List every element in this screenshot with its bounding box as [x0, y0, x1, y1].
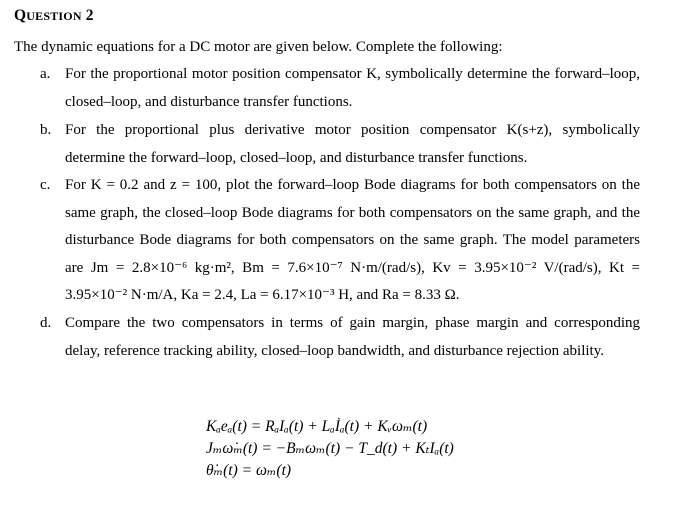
- item-a: [40, 61, 640, 116]
- equation-electrical: Kₐeₐ(t) = RₐIₐ(t) + Lₐİₐ(t) + Kᵥωₘ(t): [206, 418, 428, 435]
- question-intro: The dynamic equations for a DC motor are given below. Complete the following:: [14, 39, 503, 55]
- item-c-label: c.: [40, 177, 51, 193]
- item-c-text: For K = 0.2 and z = 100, plot the forward–loop Bode diagrams for both compensators on the same graph, the closed–loop Bode diagrams for both compensators on the same graph, and the disturbance Bode diagrams for both compensators on the same graph. The model parameters are Jm = 2.8×10⁻⁶ kg·m², Bm = 7.6×10⁻⁷ N·m/(rad/s), Kv = 3.95×10⁻² V/(rad/s), Kt = 3.95×10⁻² N·m/A, Ka = 2.4, La = 6.17×10⁻³ H, and Ra = 8.33 Ω.: [65, 177, 640, 303]
- equation-position: θ̇ₘ(t) = ωₘ(t): [206, 462, 292, 479]
- question-title-rest: UESTION: [26, 9, 82, 23]
- equation-mechanical: Jₘω̇ₘ(t) = −Bₘωₘ(t) − T_d(t) + KₜIₐ(t): [206, 440, 454, 457]
- item-d-label: d.: [40, 315, 52, 331]
- item-b-text: For the proportional plus derivative motor position compensator K(s+z), symbolically determine the forward–loop, closed–loop, and disturbance transfer functions.: [65, 122, 640, 166]
- item-a-text: For the proportional motor position compensator K, symbolically determine the forward–loop, closed–loop, and disturbance transfer functions.: [65, 66, 640, 110]
- question-number: 2: [85, 7, 94, 24]
- item-b-label: b.: [40, 122, 52, 138]
- item-c: [40, 172, 640, 310]
- item-d-text: Compare the two compensators in terms of gain margin, phase margin and corresponding delay, reference tracking ability, closed–loop bandwidth, and disturbance rejection ability.: [65, 315, 640, 359]
- motor-equations: [206, 416, 454, 482]
- item-d: [40, 310, 640, 365]
- item-a-label: a.: [40, 66, 51, 82]
- question-title: [14, 7, 94, 25]
- item-b: [40, 117, 640, 172]
- question-title-first-letter: Q: [14, 7, 27, 24]
